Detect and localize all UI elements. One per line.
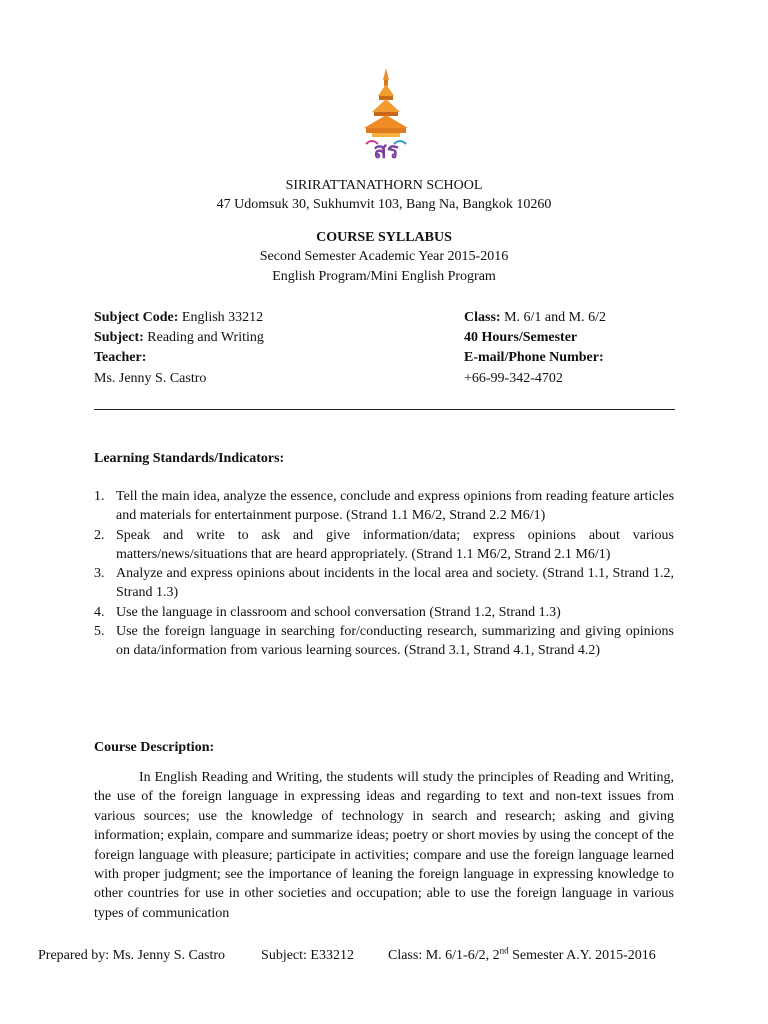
list-item: 5. Use the foreign language in searching for/conducting research, summarizing and giving opinions on data/information from various learning sources. (Strand 3.1, Strand 4.1, Strand 4.2) [94,624,674,659]
description-text: In English Reading and Writing, the students will study the principles of Reading and Writing, the use of the foreign language in expressing ideas and regarding to text and non-text issues from various sources; use the knowledge of technology in search and research; asking and giving information; explain, compare and summarize ideas; poetry or short movies by using the concept of the foreign language with pleasure; participate in activities; compare and use the foreign language learned with proper judgment; see the importance of leaning the foreign language in expressing knowledge to other countries for use in other societies and occupation; able to use the foreign language in various types of communication [94,770,674,921]
class-label: Class: [464,310,501,325]
school-logo-icon [350,66,422,166]
syllabus-title: COURSE SYLLABUS [316,230,452,245]
class-line [464,308,606,327]
footer-class-suffix: Semester A.Y. 2015-2016 [508,948,656,963]
contact-value: +66-99-342-4702 [464,371,563,386]
list-item: 4. Use the language in classroom and school conversation (Strand 1.2, Strand 1.3) [94,604,561,620]
school-address: 47 Udomsuk 30, Sukhumvit 103, Bang Na, Bangkok 10260 [216,197,552,212]
footer-prepared: Prepared by: Ms. Jenny S. Castro [38,948,226,963]
list-item: 2. Speak and write to ask and give information/data; express opinions about various matters/news/situations that are heard appropriately. (Strand 1.1 M6/2, Strand 2.1 M6/1) [94,527,674,562]
footer-class-sup: nd [499,945,509,956]
subject-code-label: Subject Code: [94,310,179,325]
teacher-label: Teacher: [94,350,147,365]
svg-text:สร: สร [373,139,399,164]
page-footer [38,946,678,965]
contact-label: E-mail/Phone Number: [464,350,604,365]
description-heading: Course Description: [94,740,215,755]
school-name: SIRIRATTANATHORN SCHOOL [285,178,483,193]
program-line: English Program/Mini English Program [272,269,496,284]
list-item: 1. Tell the main idea, analyze the essence, conclude and express opinions from reading feature articles and materials for entertainment purpose. (Strand 1.1 M6/2, Strand 2.2 M6/1) [94,489,675,524]
standards-list [94,487,674,661]
subject-value: Reading and Writing [143,330,264,345]
divider-line [94,409,675,410]
hours-line: 40 Hours/Semester [464,330,578,345]
footer-subject: Subject: E33212 [261,948,354,963]
footer-class: Class: M. 6/1-6/2, 2 [387,948,500,963]
class-value: M. 6/1 and M. 6/2 [500,310,606,325]
teacher-name: Ms. Jenny S. Castro [94,371,207,386]
semester-line: Second Semester Academic Year 2015-2016 [259,249,509,264]
subject-code-value: English 33212 [178,310,264,325]
list-item: 3. Analyze and express opinions about incidents in the local area and society. (Strand 1.1, Strand 1.2, Strand 1.3) [94,566,674,601]
subject-code-line [94,308,263,327]
subject-line [94,328,264,347]
standards-heading: Learning Standards/Indicators: [94,451,285,466]
subject-label: Subject: [94,330,144,345]
